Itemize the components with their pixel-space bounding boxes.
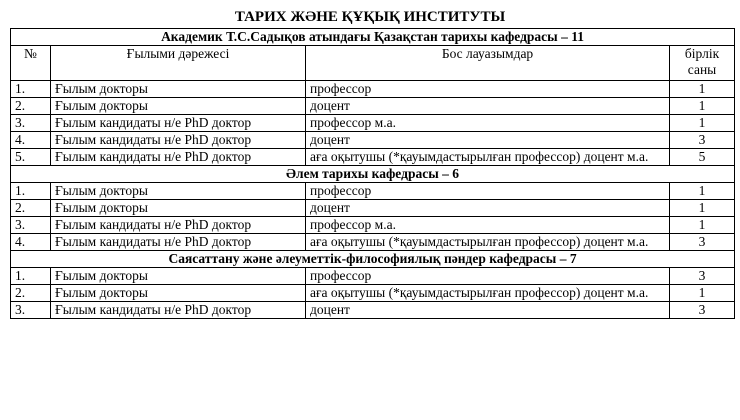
degree-cell: Ғылым докторы <box>51 98 306 115</box>
vacancy-cell: аға оқытушы (*қауымдастырылған профессор) доцент м.а. <box>306 285 670 302</box>
table-row <box>11 268 735 285</box>
row-number: 2. <box>11 285 51 302</box>
degree-cell: Ғылым докторы <box>51 81 306 98</box>
table-row <box>11 149 735 166</box>
vacancy-cell: доцент <box>306 132 670 149</box>
row-number: 5. <box>11 149 51 166</box>
degree-cell: Ғылым докторы <box>51 268 306 285</box>
degree-cell: Ғылым кандидаты н/е PhD доктор <box>51 302 306 319</box>
count-cell: 1 <box>670 200 735 217</box>
vacancy-table <box>10 28 735 319</box>
row-number: 3. <box>11 217 51 234</box>
table-row <box>11 98 735 115</box>
row-number: 4. <box>11 234 51 251</box>
vacancy-cell: доцент <box>306 98 670 115</box>
count-cell: 3 <box>670 132 735 149</box>
section-row <box>11 29 735 46</box>
vacancy-table-body <box>11 29 735 319</box>
table-row <box>11 183 735 200</box>
table-row <box>11 81 735 98</box>
row-number: 2. <box>11 200 51 217</box>
section-title: Әлем тарихы кафедрасы – 6 <box>11 166 735 183</box>
count-cell: 3 <box>670 302 735 319</box>
section-row <box>11 166 735 183</box>
degree-cell: Ғылым кандидаты н/е PhD доктор <box>51 217 306 234</box>
table-row <box>11 115 735 132</box>
vacancy-cell: профессор м.а. <box>306 217 670 234</box>
table-row <box>11 285 735 302</box>
vacancy-cell: доцент <box>306 200 670 217</box>
degree-cell: Ғылым кандидаты н/е PhD доктор <box>51 234 306 251</box>
count-cell: 3 <box>670 268 735 285</box>
vacancy-cell: профессор <box>306 268 670 285</box>
vacancy-cell: аға оқытушы (*қауымдастырылған профессор) доцент м.а. <box>306 234 670 251</box>
vacancy-cell: профессор <box>306 81 670 98</box>
degree-cell: Ғылым докторы <box>51 200 306 217</box>
row-number: 1. <box>11 81 51 98</box>
count-cell: 1 <box>670 285 735 302</box>
count-cell: 5 <box>670 149 735 166</box>
vacancy-cell: доцент <box>306 302 670 319</box>
vacancy-cell: профессор <box>306 183 670 200</box>
row-number: 3. <box>11 302 51 319</box>
table-row <box>11 302 735 319</box>
count-cell: 1 <box>670 217 735 234</box>
table-row <box>11 132 735 149</box>
count-cell: 1 <box>670 115 735 132</box>
vacancy-cell: аға оқытушы (*қауымдастырылған профессор) доцент м.а. <box>306 149 670 166</box>
section-title: Академик Т.С.Садықов атындағы Қазақстан тарихы кафедрасы – 11 <box>11 29 735 46</box>
row-number: 4. <box>11 132 51 149</box>
header-count: бірлік саны <box>670 46 735 81</box>
row-number: 1. <box>11 268 51 285</box>
row-number: 2. <box>11 98 51 115</box>
degree-cell: Ғылым кандидаты н/е PhD доктор <box>51 115 306 132</box>
section-title: Саясаттану және әлеуметтік-философиялық пәндер кафедрасы – 7 <box>11 251 735 268</box>
count-cell: 1 <box>670 81 735 98</box>
header-vacancy: Бос лауазымдар <box>306 46 670 81</box>
count-cell: 3 <box>670 234 735 251</box>
degree-cell: Ғылым докторы <box>51 285 306 302</box>
header-no: № <box>11 46 51 81</box>
degree-cell: Ғылым докторы <box>51 183 306 200</box>
institute-title: ТАРИХ ЖӘНЕ ҚҰҚЫҚ ИНСТИТУТЫ <box>234 9 506 25</box>
header-degree: Ғылыми дәрежесі <box>51 46 306 81</box>
row-number: 1. <box>11 183 51 200</box>
vacancy-cell: профессор м.а. <box>306 115 670 132</box>
degree-cell: Ғылым кандидаты н/е PhD доктор <box>51 149 306 166</box>
row-number: 3. <box>11 115 51 132</box>
table-row <box>11 234 735 251</box>
count-cell: 1 <box>670 98 735 115</box>
degree-cell: Ғылым кандидаты н/е PhD доктор <box>51 132 306 149</box>
section-row <box>11 251 735 268</box>
table-row <box>11 217 735 234</box>
count-cell: 1 <box>670 183 735 200</box>
table-header-row <box>11 46 735 81</box>
table-row <box>11 200 735 217</box>
